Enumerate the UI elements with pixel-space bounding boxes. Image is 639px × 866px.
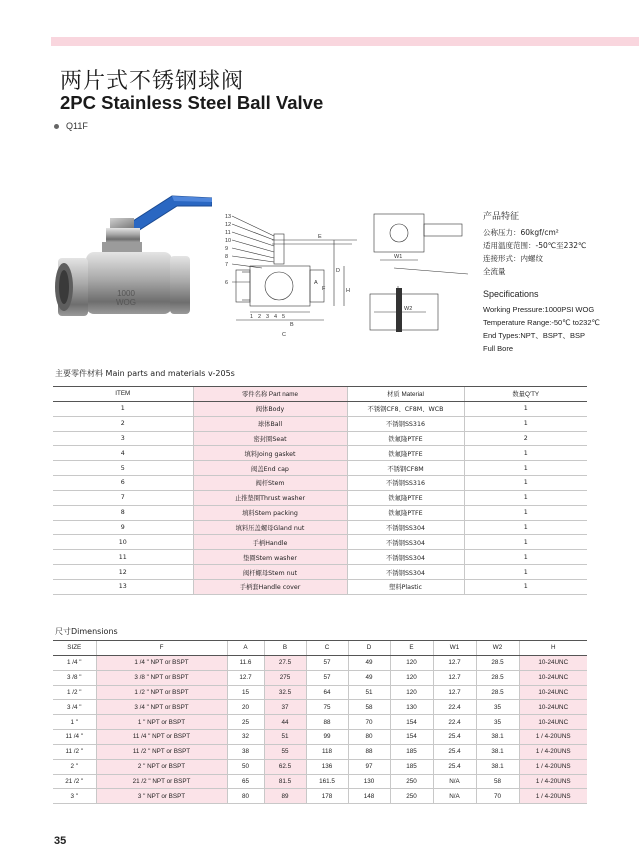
table-row [53, 416, 587, 431]
table-cell: 62.5 [264, 759, 306, 774]
spec-line-cn: 全流量 [483, 267, 506, 276]
dimensions-section-title: 尺寸Dimensions [55, 627, 118, 636]
section-drawing [222, 212, 362, 340]
table-cell: 64 [306, 685, 348, 700]
table-cell: 120 [390, 670, 433, 685]
column-header: E [390, 641, 433, 656]
column-header: 数量Q'TY [464, 387, 587, 402]
callout-10: 10 [225, 238, 232, 244]
table-cell: 铁氟隆PTFE [347, 446, 464, 461]
table-cell: 1 / 4-20UNS [519, 730, 587, 745]
column-header: ITEM [53, 387, 193, 402]
table-row [53, 730, 587, 745]
table-row [53, 461, 587, 476]
dim-label-e: E [318, 234, 322, 240]
table-cell: 154 [390, 715, 433, 730]
table-cell: 1 [464, 505, 587, 520]
table-row [53, 476, 587, 491]
top-accent-bar [51, 37, 639, 46]
table-cell: 49 [348, 655, 390, 670]
table-cell: 12.7 [433, 670, 476, 685]
table-row [53, 505, 587, 520]
spec-line-cn: 连接形式：内螺纹 [483, 254, 543, 263]
table-cell: 11 /2 " [53, 744, 96, 759]
table-cell: 12.7 [433, 655, 476, 670]
table-row [53, 535, 587, 550]
table-cell: 118 [306, 744, 348, 759]
table-cell: 250 [390, 789, 433, 804]
dim-label-d: D [336, 268, 340, 274]
table-cell: 不锈钢SS304 [347, 535, 464, 550]
table-cell: 22.4 [433, 700, 476, 715]
table-cell: 2 " [53, 759, 96, 774]
callout-9: 9 [225, 246, 229, 252]
table-cell: 10-24UNC [519, 700, 587, 715]
table-cell: 填料Joing gasket [193, 446, 347, 461]
table-cell: 铁氟隆PTFE [347, 431, 464, 446]
model-code: Q11F [66, 121, 88, 131]
table-cell: 阀盖End cap [193, 461, 347, 476]
table-cell: 154 [390, 730, 433, 745]
table-cell: 80 [227, 789, 264, 804]
table-cell: 49 [348, 670, 390, 685]
table-cell: 1 [464, 535, 587, 550]
table-cell: 130 [390, 700, 433, 715]
table-cell: 不锈钢CF8M [347, 461, 464, 476]
dim-label-w1: W1 [394, 254, 403, 260]
column-header: W1 [433, 641, 476, 656]
table-cell: 阀杆螺母Stem nut [193, 565, 347, 580]
callout-6: 6 [225, 280, 229, 286]
table-row [53, 431, 587, 446]
table-cell: 21 /2 " [53, 774, 96, 789]
table-cell: 1 " [53, 715, 96, 730]
page-title-cn: 两片式不锈钢球阀 [60, 69, 245, 94]
table-cell: 130 [348, 774, 390, 789]
table-cell: 10-24UNC [519, 685, 587, 700]
table-cell: 1 [464, 579, 587, 594]
table-row [53, 490, 587, 505]
table-cell: 80 [348, 730, 390, 745]
callout-5: 5 [282, 314, 286, 320]
table-cell: 3 /4 " NPT or BSPT [96, 700, 227, 715]
table-cell: 阀杆Stem [193, 476, 347, 491]
specs-title-en: Specifications [483, 289, 539, 299]
column-header: W2 [476, 641, 519, 656]
table-cell: 铁氟隆PTFE [347, 505, 464, 520]
table-cell: 44 [264, 715, 306, 730]
table-cell: 1 [464, 520, 587, 535]
table-cell: 70 [476, 789, 519, 804]
column-header: F [96, 641, 227, 656]
table-cell: 2 " NPT or BSPT [96, 759, 227, 774]
table-cell: 1 [464, 461, 587, 476]
model-label [54, 121, 88, 131]
table-cell: 70 [348, 715, 390, 730]
table-cell: 5 [53, 461, 193, 476]
parts-section-title: 主要零件材料 Main parts and materials v-205s [55, 369, 235, 378]
spec-line-en: End Types:NPT、BSPT、BSP [483, 331, 585, 340]
table-cell: 250 [390, 774, 433, 789]
table-cell: 1 / 4-20UNS [519, 789, 587, 804]
table-cell: 32 [227, 730, 264, 745]
table-cell: 塑料Plastic [347, 579, 464, 594]
table-cell: 10 [53, 535, 193, 550]
table-cell: 57 [306, 670, 348, 685]
bullet-icon [54, 124, 59, 129]
table-cell: 20 [227, 700, 264, 715]
table-cell: 161.5 [306, 774, 348, 789]
spec-line-en: Working Pressure:1000PSI WOG [483, 305, 595, 314]
column-header: 零件名称 Part name [193, 387, 347, 402]
dim-label-c: C [282, 332, 286, 338]
table-cell: 1 / 4-20UNS [519, 774, 587, 789]
table-cell: 1 [464, 550, 587, 565]
callout-3: 3 [266, 314, 270, 320]
table-cell: 12.7 [227, 670, 264, 685]
specs-title-cn: 产品特征 [483, 212, 520, 222]
page-number: 35 [54, 835, 67, 847]
table-cell: 58 [348, 700, 390, 715]
table-row [53, 446, 587, 461]
table-cell: 22.4 [433, 715, 476, 730]
column-header: 材质 Material [347, 387, 464, 402]
table-cell: N/A [433, 774, 476, 789]
table-cell: 1 /4 " NPT or BSPT [96, 655, 227, 670]
spec-line-cn: 公称压力：60kgf/cm² [483, 228, 559, 237]
table-cell: 球体Ball [193, 416, 347, 431]
table-cell: 25.4 [433, 730, 476, 745]
callout-13: 13 [225, 214, 232, 220]
spec-line-cn: 适用温度范围：-50℃至232℃ [483, 241, 587, 250]
callout-1: 1 [250, 314, 254, 320]
table-cell: 88 [306, 715, 348, 730]
table-row [53, 789, 587, 804]
dim-label-f: F [322, 286, 326, 292]
table-cell: 65 [227, 774, 264, 789]
table-cell: 2 [464, 431, 587, 446]
table-row [53, 685, 587, 700]
table-cell: 75 [306, 700, 348, 715]
table-cell: 10-24UNC [519, 715, 587, 730]
table-cell: 55 [264, 744, 306, 759]
table-cell: 3 " NPT or BSPT [96, 789, 227, 804]
table-cell: 1 [464, 490, 587, 505]
callout-7: 7 [225, 262, 229, 268]
table-cell: 12.7 [433, 685, 476, 700]
table-cell: 97 [348, 759, 390, 774]
table-cell: 28.5 [476, 670, 519, 685]
table-cell: 手柄Handle [193, 535, 347, 550]
table-cell: 阀体Body [193, 401, 347, 416]
table-cell: 25.4 [433, 759, 476, 774]
table-cell: 1 [464, 476, 587, 491]
table-cell: 35 [476, 715, 519, 730]
dimensions-table [53, 640, 587, 804]
table-cell: 1 " NPT or BSPT [96, 715, 227, 730]
table-cell: 81.5 [264, 774, 306, 789]
table-row [53, 700, 587, 715]
table-row [53, 715, 587, 730]
callout-2: 2 [258, 314, 262, 320]
table-header-row [53, 641, 587, 656]
table-row [53, 579, 587, 594]
spec-line-en: Full Bore [483, 344, 514, 353]
table-row [53, 744, 587, 759]
table-cell: 1 [464, 565, 587, 580]
svg-text:1000: 1000 [117, 289, 135, 298]
table-cell: 88 [348, 744, 390, 759]
dim-label-a: A [314, 280, 318, 286]
table-cell: 185 [390, 744, 433, 759]
table-cell: 50 [227, 759, 264, 774]
table-cell: 7 [53, 490, 193, 505]
table-cell: 25.4 [433, 744, 476, 759]
svg-text:WOG: WOG [116, 298, 136, 307]
column-header: D [348, 641, 390, 656]
dim-label-h: H [346, 288, 350, 294]
table-cell: 6 [53, 476, 193, 491]
table-cell: 148 [348, 789, 390, 804]
table-cell: 11.6 [227, 655, 264, 670]
table-cell: 28.5 [476, 685, 519, 700]
dim-label-w2: W2 [404, 306, 413, 312]
table-cell: 11 /4 " [53, 730, 96, 745]
table-cell: 25 [227, 715, 264, 730]
table-cell: 11 /2 " NPT or BSPT [96, 744, 227, 759]
table-cell: 27.5 [264, 655, 306, 670]
table-cell: 58 [476, 774, 519, 789]
column-header: B [264, 641, 306, 656]
table-cell: 2 [53, 416, 193, 431]
table-cell: 35 [476, 700, 519, 715]
table-cell: 11 /4 " NPT or BSPT [96, 730, 227, 745]
table-cell: 铁氟隆PTFE [347, 490, 464, 505]
table-cell: 手柄套Handle cover [193, 579, 347, 594]
table-header-row [53, 387, 587, 402]
parts-table [53, 386, 587, 595]
dim-label-b: B [290, 322, 294, 328]
table-cell: 3 /8 " [53, 670, 96, 685]
top-view-drawing [360, 208, 475, 338]
table-row [53, 401, 587, 416]
table-cell: 不锈钢SS316 [347, 476, 464, 491]
table-cell: 185 [390, 759, 433, 774]
table-row [53, 565, 587, 580]
table-row [53, 670, 587, 685]
table-cell: 1 / 4-20UNS [519, 744, 587, 759]
table-cell: 28.5 [476, 655, 519, 670]
table-cell: 37 [264, 700, 306, 715]
spec-line-en: Temperature Range:-50℃ to232℃ [483, 318, 600, 327]
table-cell: 89 [264, 789, 306, 804]
table-cell: 120 [390, 655, 433, 670]
table-cell: 1 /2 " [53, 685, 96, 700]
table-cell: 不锈钢SS304 [347, 550, 464, 565]
table-cell: 3 /8 " NPT or BSPT [96, 670, 227, 685]
table-cell: N/A [433, 789, 476, 804]
table-cell: 不锈钢SS316 [347, 416, 464, 431]
column-header: H [519, 641, 587, 656]
table-cell: 垫圈Stem washer [193, 550, 347, 565]
table-cell: 不锈钢CF8、CF8M、WCB [347, 401, 464, 416]
table-cell: 密封圈Seat [193, 431, 347, 446]
table-cell: 不锈钢SS304 [347, 520, 464, 535]
table-row [53, 520, 587, 535]
table-cell: 51 [264, 730, 306, 745]
table-cell: 填料Stem packing [193, 505, 347, 520]
table-cell: 1 /4 " [53, 655, 96, 670]
table-cell: 178 [306, 789, 348, 804]
page-title-en: 2PC Stainless Steel Ball Valve [60, 92, 324, 113]
table-cell: 38.1 [476, 759, 519, 774]
table-cell: 51 [348, 685, 390, 700]
column-header: C [306, 641, 348, 656]
table-cell: 1 / 4-20UNS [519, 759, 587, 774]
table-cell: 1 [464, 446, 587, 461]
table-cell: 275 [264, 670, 306, 685]
table-cell: 4 [53, 446, 193, 461]
table-cell: 止推垫圈Thrust washer [193, 490, 347, 505]
table-cell: 填料压盖螺母Gland nut [193, 520, 347, 535]
table-cell: 10-24UNC [519, 655, 587, 670]
table-cell: 21 /2 " NPT or BSPT [96, 774, 227, 789]
table-cell: 8 [53, 505, 193, 520]
callout-8: 8 [225, 254, 229, 260]
table-cell: 10-24UNC [519, 670, 587, 685]
table-cell: 136 [306, 759, 348, 774]
table-cell: 不锈钢SS304 [347, 565, 464, 580]
table-cell: 12 [53, 565, 193, 580]
table-cell: 1 [464, 416, 587, 431]
column-header: A [227, 641, 264, 656]
table-cell: 3 [53, 431, 193, 446]
callout-4: 4 [274, 314, 278, 320]
table-cell: 38.1 [476, 730, 519, 745]
table-cell: 1 [464, 401, 587, 416]
table-cell: 1 [53, 401, 193, 416]
table-cell: 38 [227, 744, 264, 759]
table-cell: 99 [306, 730, 348, 745]
table-row [53, 550, 587, 565]
specifications-block [483, 211, 600, 355]
table-cell: 32.5 [264, 685, 306, 700]
table-row [53, 774, 587, 789]
column-header: SIZE [53, 641, 96, 656]
callout-12: 12 [225, 222, 232, 228]
table-cell: 38.1 [476, 744, 519, 759]
table-row [53, 655, 587, 670]
table-cell: 57 [306, 655, 348, 670]
table-row [53, 759, 587, 774]
table-cell: 9 [53, 520, 193, 535]
valve-photo [52, 188, 212, 328]
table-cell: 15 [227, 685, 264, 700]
table-cell: 120 [390, 685, 433, 700]
table-cell: 3 " [53, 789, 96, 804]
table-cell: 1 /2 " NPT or BSPT [96, 685, 227, 700]
callout-11: 11 [225, 230, 231, 236]
table-cell: 11 [53, 550, 193, 565]
table-cell: 3 /4 " [53, 700, 96, 715]
table-cell: 13 [53, 579, 193, 594]
